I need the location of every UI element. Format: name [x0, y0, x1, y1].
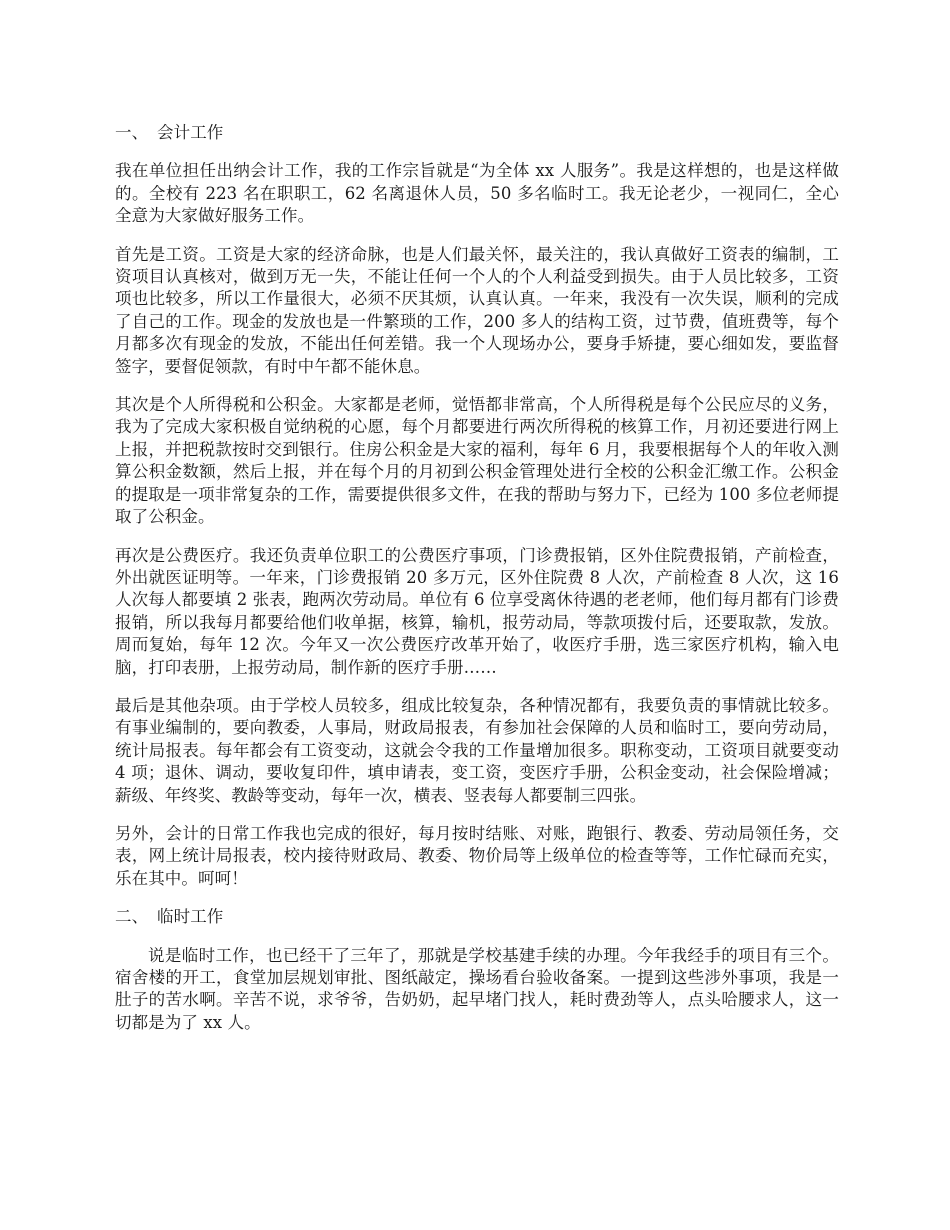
paragraph-medical: 再次是公费医疗。我还负责单位职工的公费医疗事项，门诊费报销，区外住院费报销，产前检查，外出就医证明等。一年来，门诊费报销 20 多万元，区外住院费 8 人次，产前检查 8 人次，这 16 人次每人都要填 2 张表，跑两次劳动局。单位有 6 位享受离休待遇的老老师，他们每月都有门诊费报销，所以我每月都要给他们收单据，核算，输机，报劳动局，等款项拨付后，还要取款，发放。周而复始，每年 12 次。今年又一次公费医疗改革开始了，收医疗手册，选三家医疗机构，输入电脑，打印表册，上报劳动局，制作新的医疗手册……	[115, 545, 839, 677]
section-heading-accounting	[115, 122, 839, 144]
document-page	[115, 122, 839, 1050]
section-number: 一、	[115, 123, 149, 142]
paragraph-intro: 我在单位担任出纳会计工作，我的工作宗旨就是“为全体 xx 人服务”。我是这样想的，也是这样做的。全校有 223 名在职职工，62 名离退休人员，50 多名临时工。我无论老少，一视同仁，全心全意为大家做好服务工作。	[115, 161, 839, 226]
section-heading-temporary	[115, 906, 839, 928]
paragraph-tax-fund: 其次是个人所得税和公积金。大家都是老师，觉悟都非常高，个人所得税是每个公民应尽的义务，我为了完成大家积极自觉纳税的心愿，每个月都要进行两次所得税的核算工作，月初还要进行网上上报，并把税款按时交到银行。住房公积金是大家的福利，每年 6 月，我要根据每个人的年收入测算公积金数额，然后上报，并在每个月的月初到公积金管理处进行全校的公积金汇缴工作。公积金的提取是一项非常复杂的工作，需要提供很多文件，在我的帮助与努力下，已经为 100 多位老师提取了公积金。	[115, 395, 839, 527]
paragraph-misc: 最后是其他杂项。由于学校人员较多，组成比较复杂，各种情况都有，我要负责的事情就比较多。有事业编制的，要向教委，人事局，财政局报表，有参加社会保障的人员和临时工，要向劳动局，统计局报表。每年都会有工资变动，这就会令我的工作量增加很多。职称变动，工资项目就要变动 4 项；退休、调动，要收复印件，填申请表，变工资，变医疗手册，公积金变动，社会保险增减；薪级、年终奖、教龄等变动，每年一次，横表、竖表每人都要制三四张。	[115, 695, 839, 805]
section-title: 会计工作	[157, 123, 224, 142]
paragraph-salary: 首先是工资。工资是大家的经济命脉，也是人们最关怀，最关注的，我认真做好工资表的编制，工资项目认真核对，做到万无一失，不能让任何一个人的个人利益受到损失。由于人员比较多，工资项也比较多，所以工作量很大，必须不厌其烦，认真认真。一年来，我没有一次失误，顺利的完成了自己的工作。现金的发放也是一件繁琐的工作，200 多人的结构工资，过节费，值班费等，每个月都多次有现金的发放，不能出任何差错。我一个人现场办公，要身手矫捷，要心细如发，要监督签字，要督促领款，有时中午都不能休息。	[115, 244, 839, 376]
paragraph-temporary-work: 说是临时工作，也已经干了三年了，那就是学校基建手续的办理。今年我经手的项目有三个。宿舍楼的开工，食堂加层规划审批、图纸敲定，操场看台验收备案。一提到这些涉外事项，我是一肚子的苦水啊。辛苦不说，求爷爷，告奶奶，起早堵门找人，耗时费劲等人，点头哈腰求人，这一切都是为了 xx 人。	[115, 945, 839, 1032]
section-number: 二、	[115, 907, 149, 927]
paragraph-daily: 另外，会计的日常工作我也完成的很好，每月按时结账、对账，跑银行、教委、劳动局领任务，交表，网上统计局报表，校内接待财政局、教委、物价局等上级单位的检查等等，工作忙碌而充实，乐在其中。呵呵！	[115, 823, 839, 888]
section-title: 临时工作	[157, 907, 224, 927]
